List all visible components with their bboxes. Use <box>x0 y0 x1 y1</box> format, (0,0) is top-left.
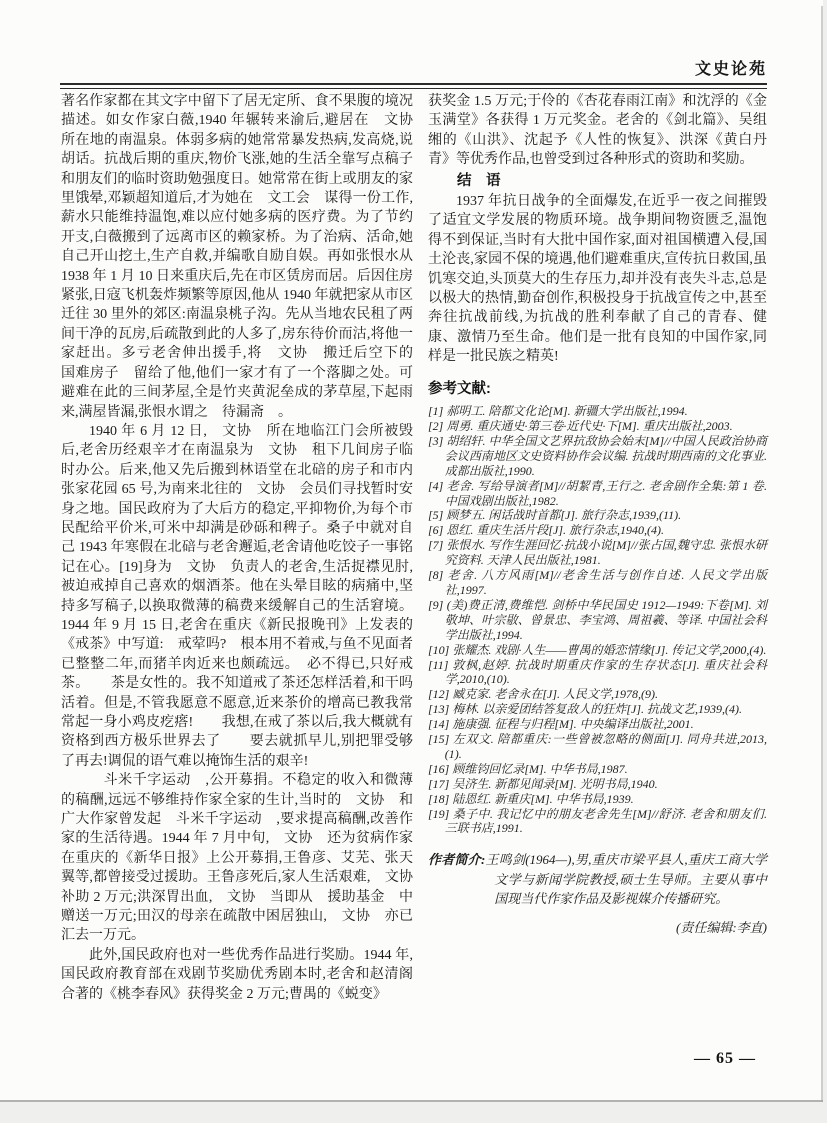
reference-entry: [19] 桑子中. 我记忆中的朋友老舍先生[M]//舒济. 老舍和朋友们. 三联书店,1991. <box>428 806 767 836</box>
body-paragraph: 获奖金 1.5 万元;于伶的《杏花春雨江南》和沈浮的《金玉满堂》各获得 1 万元奖金。老舍的《剑北篇》、吴组缃的《山洪》、沈起予《人性的恢复》、洪深《黄白丹青》等优秀作品,也曾受到过各种形式的资助和奖励。 <box>428 94 767 168</box>
reference-entry: [7] 张恨水. 写作生涯回忆·抗战小说[M]//张占国,魏守忠. 张恨水研究资料. 天津人民出版社,1981. <box>428 538 767 568</box>
page-header <box>60 56 767 89</box>
reference-entry: [2] 周勇. 重庆通史·第三卷·近代史·下[M]. 重庆出版社,2003. <box>428 419 733 433</box>
reference-entry: [14] 施康强. 征程与归程[M]. 中央编译出版社,2001. <box>428 717 694 732</box>
reference-entry: [13] 梅林. 以亲爱团结答复敌人的狂炸[J]. 抗战文艺,1939,(4). <box>428 702 742 717</box>
body-paragraph: 1937 年抗日战争的全面爆发,在近乎一夜之间摧毁了适宜文学发展的物质环境。战争期间物资匮乏,温饱得不到保证,当时有大批中国作家,面对祖国横遭入侵,国土沦丧,家园不保的境遇,他们避难重庆,宣传抗日救国,虽饥寒交迫,头顶莫大的生存压力,却并没有丧失斗志,总是以极大的热情,勤奋创作,积极投身于抗战宣传之中,甚至奔往抗战前线,为抗战的胜利奉献了自己的青春、健康、激情乃至生命。他们是一批有良知的中国作家,同样是一批民族之精英! <box>428 194 767 365</box>
body-paragraph: 斗米千字运动 ,公开募捐。不稳定的收入和微薄的稿酬,远远不够维持作家全家的生计,当时的 文协 和广大作家曾发起 斗米千字运动 ,要求提高稿酬,改善作家的生活待遇。1944 年 7 月中旬, 文协 还为贫病作家在重庆的《新华日报》上公开募捐,王鲁彦、艾芜、张天翼等,都曾接受过援助。王鲁彦死后,家人生活艰难, 文协 补助 2 万元;洪深胃出血, 文协 当即从 援助基金 中赠送一万元;田汉的母亲在疏散中困居独山, 文协 亦已汇去一万元。 <box>61 773 427 944</box>
reference-entry: [15] 左双文. 陪都重庆:一些曾被忽略的侧面[J]. 同舟共进,2013,(1). <box>428 732 767 761</box>
article-body <box>61 92 767 1004</box>
reference-entry: [10] 张耀杰. 戏剧·人生——曹禺的婚恋情缘[J]. 传记文学,2000,(4). <box>428 642 767 657</box>
reference-entry: [16] 顾维钧回忆录[M]. 中华书局,1987. <box>428 761 628 776</box>
reference-entry: [4] 老舍. 写给导演者[M]//胡絜青,王行之. 老舍剧作全集:第 1 卷. 中国戏剧出版社,1982. <box>428 478 767 508</box>
reference-entry: [11] 敦枫,赵婷. 抗战时期重庆作家的生存状态[J]. 重庆社会科学,2010,(10). <box>428 657 767 687</box>
column-section-title: 文史论苑 <box>694 61 767 78</box>
body-paragraph: 著名作家都在其文字中留下了居无定所、食不果腹的境况描述。如女作家白薇,1940 年辗转来渝后,避居在 文协 所在地的南温泉。体弱多病的她常常暴发热病,发高烧,说胡话。抗战后期的重庆,物价飞涨,她的生活全靠写点稿子和朋友们的临时资助勉强度日。她常常在街上或朋友的家里饿晕,邓颖超知道后,才为她在 文工会 谋得一份工作,薪水只能维持温饱,难以应付她多病的医疗费。为了节约开支,白薇搬到了远离市区的赖家桥。为了治病、活命,她自己开山挖土,生产自救,并编歌自励自娱。再如张恨水从 1938 年 1 月 10 日来重庆后,先在市区赁房而居。后因住房紧张,日寇飞机轰炸频繁等原因,他从 1940 年就把家从市区迁往 30 里外的郊区:南温泉桃子沟。先从当地农民租了两间干净的瓦房,后疏散到此的人多了,房东待价而沽,将他一家赶出。多亏老舍伸出援手,将 文协 搬迁后空下的 国难房子 留给了他,他们一家才有了一个落脚之处。可避难在此的三间茅屋,全是竹夹黄泥垒成的茅草屋,下起雨来,满屋皆漏,张恨水谓之 待漏斋 。 <box>61 94 427 420</box>
page-edge-right <box>821 6 823 1102</box>
reference-entry: [17] 吴济生. 新都见闻录[M]. 光明书局,1940. <box>428 776 658 791</box>
reference-entry: [5] 顾梦五. 闲话战时首都[J]. 旅行杂志,1939,(11). <box>428 508 682 523</box>
reference-entry: [1] 郝明工. 陪都文化论[M]. 新疆大学出版社,1994. <box>428 404 688 419</box>
body-paragraph: 1940 年 6 月 12 日, 文协 所在地临江门会所被毁后,老舍历经艰辛才在南温泉为 文协 租下几间房子临时办公。后来,他又先后搬到林语堂在北碚的房子和市内张家花园 65 号,为南来北往的 文协 会员们寻找暂时安身之地。国民政府为了大后方的稳定,平抑物价,为每个市民配给平价米,可米中却满是砂砾和稗子。桑子中就对自己 1943 年寒假在北碚与老舍邂逅,老舍请他吃饺子一事铭记在心。[19]身为 文协 负责人的老舍,生活捉襟见肘,被迫戒掉自己喜欢的烟酒茶。他在头晕目眩的病痛中,坚持多写稿子,以换取微薄的稿费来缓解自己的生活窘境。1944 年 9 月 15 日,老舍在重庆《新民报晚刊》上发表的《戒茶》中写道: 戒荤吗? 根本用不着戒,与鱼不见面者已整整二年,而猪羊肉近来也颇疏远。 必不得已,只好戒茶。 茶是女性的。我不知道戒了茶还怎样活着,和干吗活着。但是,不管我愿意不愿意,近来茶价的增高已教我常常起一身小鸡皮疙瘩! 我想,在戒了茶以后,我大概就有资格到西方极乐世界去了 要去就抓早儿,别把罪受够了再去!调侃的语气难以掩饰生活的艰辛! <box>61 423 413 769</box>
body-paragraph: 此外,国民政府也对一些优秀作品进行奖励。1944 年,国民政府教育部在戏剧节奖励优秀剧本时,老舍和赵清阁合著的《桃李春风》获得奖金 2 万元;曹禺的《蜕变》 <box>61 947 413 1002</box>
reference-entry: [3] 胡绍轩. 中华全国文艺界抗敌协会始末[M]//中国人民政治协商会议西南地区文史资料协作会议编. 抗战时期西南的文化事业. 成都出版社,1990. <box>428 433 767 478</box>
conclusion-heading: 结 语 <box>457 172 501 189</box>
left-column <box>61 92 427 1004</box>
author-bio-label: 作者简介: <box>428 852 486 868</box>
reference-entry: [12] 臧克家. 老舍永在[J]. 人民文学,1978,(9). <box>428 687 658 702</box>
editor-note: (责任编辑:李直) <box>676 919 767 935</box>
author-bio <box>428 850 767 909</box>
reference-entry: [6] 恩红. 重庆生活片段[J]. 旅行杂志,1940,(4). <box>428 523 664 538</box>
references-list <box>428 404 767 836</box>
page-edge-bottom <box>0 1100 823 1102</box>
right-column <box>428 92 767 1004</box>
author-bio-text: 王鸣剑(1964—),男,重庆市梁平县人,重庆工商大学文学与新闻学院教授,硕士生导师。主要从事中国现当代作家作品及影视媒介传播研究。 <box>485 852 767 907</box>
reference-entry: [8] 老舍. 八方风雨[M]//老舍生活与创作自述. 人民文学出版社,1997. <box>428 568 767 597</box>
header-double-rule <box>60 83 767 89</box>
reference-entry: [9] (美)费正清,费维恺. 剑桥中华民国史 1912—1949:下卷[M]. 刘敬坤、叶宗敭、曾景忠、李宝鸿、周祖羲、等译. 中国社会科学出版社,1994. <box>428 597 767 642</box>
page-number: — 65 — <box>694 1050 756 1067</box>
references-heading: 参考文献: <box>428 380 491 397</box>
reference-entry: [18] 陆恩红. 新重庆[M]. 中华书局,1939. <box>428 791 634 806</box>
